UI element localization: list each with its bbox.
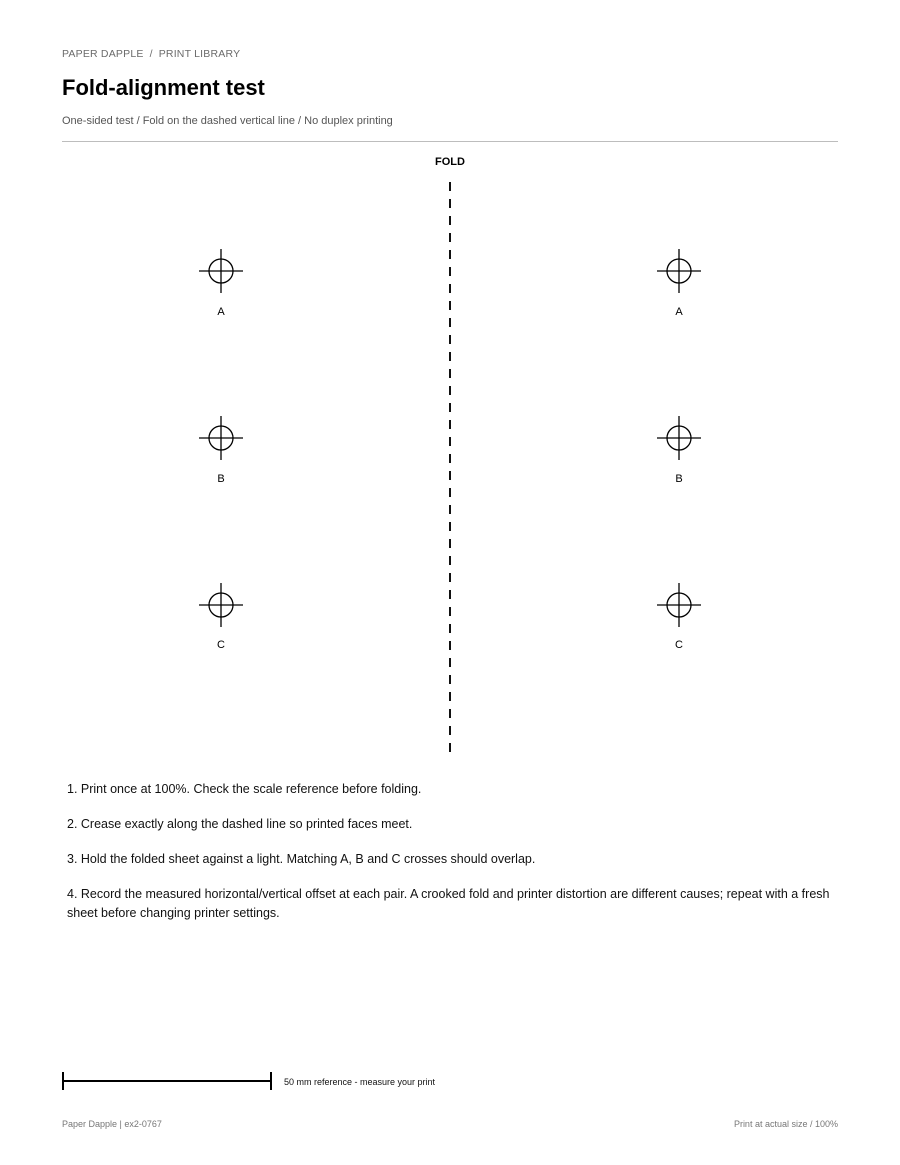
header-divider — [62, 141, 838, 142]
crosshair-icon — [657, 249, 701, 293]
instructions-list — [67, 780, 842, 939]
target-label-left-a: A — [217, 306, 225, 318]
target-label-right-b: B — [675, 473, 683, 485]
breadcrumb-separator: / — [149, 48, 153, 60]
target-label-left-b: B — [217, 473, 225, 485]
crosshair-icon — [199, 583, 243, 627]
fold-dashed-line — [449, 182, 451, 754]
crosshair-icon — [199, 416, 243, 460]
scale-reference-bar — [62, 1072, 272, 1090]
crosshair-icon — [657, 416, 701, 460]
breadcrumb — [62, 48, 240, 60]
crosshair-icon — [657, 583, 701, 627]
scale-bar-right-tick — [270, 1072, 272, 1090]
instruction-step: 2. Crease exactly along the dashed line so printed faces meet. — [67, 817, 413, 831]
scale-reference-label: 50 mm reference - measure your print — [284, 1077, 436, 1087]
instruction-step: 4. Record the measured horizontal/vertical offset at each pair. A crooked fold and printer distortion are different causes; repeat with a fresh sheet before changing printer settings. — [67, 887, 830, 920]
instruction-step: 1. Print once at 100%. Check the scale reference before folding. — [67, 782, 422, 796]
target-label-right-c: C — [675, 639, 683, 651]
fold-label: FOLD — [435, 156, 465, 168]
target-label-left-c: C — [217, 639, 225, 651]
target-label-right-a: A — [675, 306, 683, 318]
footer-document-id: Paper Dapple | ex2-0767 — [62, 1119, 162, 1129]
crosshair-icon — [199, 249, 243, 293]
breadcrumb-item-library: PRINT LIBRARY — [158, 48, 241, 60]
page-subtitle: One-sided test / Fold on the dashed vertical line / No duplex printing — [62, 115, 393, 127]
instruction-step: 3. Hold the folded sheet against a light. Matching A, B and C crosses should overlap. — [67, 852, 536, 866]
breadcrumb-item-brand: PAPER DAPPLE — [62, 48, 144, 60]
page-title: Fold-alignment test — [62, 75, 265, 100]
scale-bar-line — [62, 1080, 272, 1082]
footer-print-note: Print at actual size / 100% — [733, 1119, 838, 1129]
